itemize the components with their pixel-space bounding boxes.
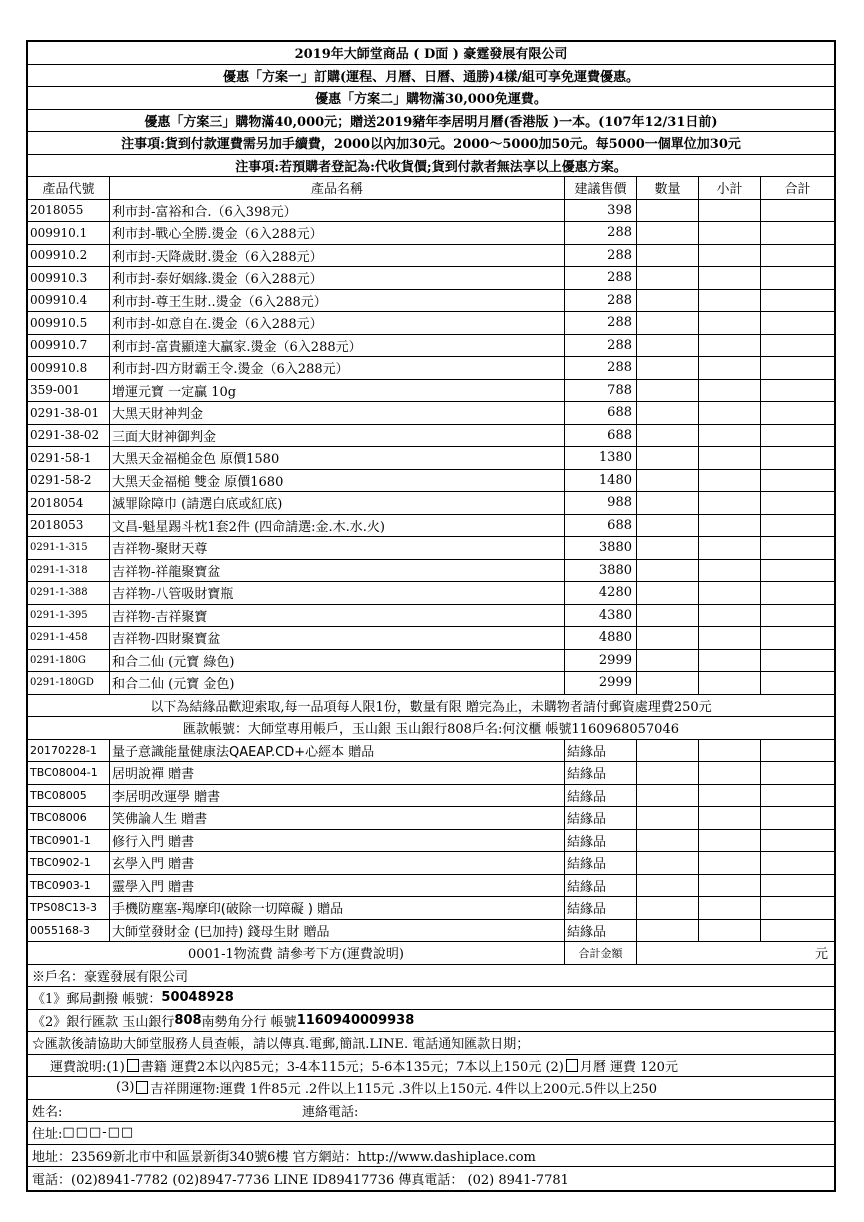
promo-plan-3 — [28, 110, 834, 133]
quantity-cell[interactable] — [637, 627, 699, 649]
product-code: 0291-38-01 — [28, 402, 110, 424]
product-row — [28, 447, 834, 470]
gift-code: 20170228-1 — [28, 740, 110, 762]
subtotal-cell[interactable] — [699, 627, 761, 649]
gift-row — [28, 920, 834, 943]
shipping-info-1 — [28, 1055, 834, 1078]
shipping-label: 0001-1物流費 請參考下方(運費說明) — [28, 942, 565, 964]
gift-tag: 結緣品 — [565, 875, 637, 897]
after-remit-text: ☆匯款後請協助大師堂服務人員查帳，請以傳真.電郵,簡訊.LINE. 電話通知匯款日期； — [32, 1037, 530, 1053]
quantity-cell[interactable] — [637, 402, 699, 424]
product-name: 利市封-泰好姻緣.燙金（6入288元） — [110, 267, 565, 289]
product-row — [28, 672, 834, 695]
product-row — [28, 470, 834, 493]
total-cell[interactable] — [761, 537, 834, 559]
remit-note-text: 匯款帳號：大師堂專用帳戶，玉山銀 玉山銀行808戶名:何汶櫃 帳號1160968057046 — [183, 722, 679, 738]
gift-tag: 結緣品 — [565, 830, 637, 852]
gift-tag: 結緣品 — [565, 785, 637, 807]
header-code: 產品代號 — [28, 177, 110, 199]
product-price: 288 — [565, 245, 637, 267]
gift-name: 量子意識能量健康法QAEAP.CD+心經本 贈品 — [110, 740, 565, 762]
product-name: 利市封-四方財霸王令.燙金（6入288元） — [110, 357, 565, 379]
quantity-cell[interactable] — [637, 897, 699, 919]
quantity-cell[interactable] — [637, 357, 699, 379]
gift-row — [28, 852, 834, 875]
bank-account-number: 1160940009938 — [296, 1012, 415, 1028]
subtotal-cell[interactable] — [699, 425, 761, 447]
product-row — [28, 425, 834, 448]
subtotal-cell[interactable] — [699, 537, 761, 559]
quantity-cell[interactable] — [637, 920, 699, 942]
quantity-cell[interactable] — [637, 335, 699, 357]
product-code: 0291-58-1 — [28, 447, 110, 469]
total-cell[interactable] — [761, 380, 834, 402]
product-name: 大黑天金福槌金色 原價1580 — [110, 447, 565, 469]
total-cell[interactable] — [761, 447, 834, 469]
quantity-cell[interactable] — [637, 267, 699, 289]
total-cell[interactable] — [761, 582, 834, 604]
quantity-cell[interactable] — [637, 470, 699, 492]
product-name: 大黑天金福槌 雙金 原價1680 — [110, 470, 565, 492]
subtotal-cell[interactable] — [699, 357, 761, 379]
shipping-info-2-prefix: (3) — [116, 1080, 135, 1096]
total-cell[interactable] — [761, 492, 834, 514]
postal-label: 《1》郵局劃撥 帳號： — [32, 992, 162, 1008]
subtotal-cell[interactable] — [699, 672, 761, 694]
address-line — [28, 1122, 834, 1145]
product-name: 利市封-天降歲財.燙金（6入288元） — [110, 245, 565, 267]
total-cell[interactable] — [761, 785, 834, 807]
product-price: 288 — [565, 222, 637, 244]
product-name: 利市封-富貴顯達大贏家.燙金（6入288元） — [110, 335, 565, 357]
subtotal-cell[interactable] — [699, 222, 761, 244]
product-price: 398 — [565, 200, 637, 222]
total-cell[interactable] — [761, 852, 834, 874]
product-price: 288 — [565, 312, 637, 334]
product-code: 2018053 — [28, 515, 110, 537]
books-checkbox[interactable] — [127, 1059, 139, 1072]
product-row — [28, 402, 834, 425]
total-cell[interactable] — [761, 515, 834, 537]
total-cell[interactable] — [761, 830, 834, 852]
product-name: 吉祥物-聚財天尊 — [110, 537, 565, 559]
gift-name: 手機防塵塞-羯摩印(破除一切障礙 ) 贈品 — [110, 897, 565, 919]
quantity-cell[interactable] — [637, 425, 699, 447]
product-price: 1380 — [565, 447, 637, 469]
product-code: 0291-58-2 — [28, 470, 110, 492]
product-row — [28, 335, 834, 358]
quantity-cell[interactable] — [637, 290, 699, 312]
total-cell[interactable] — [761, 605, 834, 627]
gift-tag: 結緣品 — [565, 807, 637, 829]
shipping-row — [28, 942, 834, 965]
product-row — [28, 605, 834, 628]
product-code: 009910.1 — [28, 222, 110, 244]
grand-total-label: 合計金額 — [565, 942, 637, 964]
header-subtotal: 小計 — [699, 177, 761, 199]
gift-tag: 結緣品 — [565, 762, 637, 784]
gift-row — [28, 740, 834, 763]
product-row — [28, 245, 834, 268]
subtotal-cell[interactable] — [699, 852, 761, 874]
subtotal-cell[interactable] — [699, 650, 761, 672]
total-cell[interactable] — [761, 200, 834, 222]
company-phone — [28, 1167, 834, 1190]
total-cell[interactable] — [761, 560, 834, 582]
address-label: 住址: — [32, 1127, 63, 1143]
gift-list — [28, 740, 834, 943]
table-header — [28, 177, 834, 200]
gift-name: 居明說禪 贈書 — [110, 762, 565, 784]
product-name: 和合二仙 (元寶 綠色) — [110, 650, 565, 672]
gift-row — [28, 897, 834, 920]
product-row — [28, 515, 834, 538]
total-cell[interactable] — [761, 335, 834, 357]
company-address — [28, 1145, 834, 1168]
bank-label: 《2》銀行匯款 玉山銀行 — [32, 1014, 175, 1030]
quantity-cell[interactable] — [637, 650, 699, 672]
product-price: 288 — [565, 267, 637, 289]
total-cell[interactable] — [761, 357, 834, 379]
product-code: 0291-38-02 — [28, 425, 110, 447]
quantity-cell[interactable] — [637, 672, 699, 694]
shipping-info-2 — [28, 1077, 834, 1100]
subtotal-cell[interactable] — [699, 830, 761, 852]
bank-transfer — [28, 1010, 834, 1033]
product-row — [28, 312, 834, 335]
product-row — [28, 560, 834, 583]
note-cod-fee-text: 注事項:貨到付款運費需另加手續費，2000以內加30元。2000～5000加50元。每5000一個單位加30元 — [121, 137, 741, 153]
product-row — [28, 627, 834, 650]
product-price: 788 — [565, 380, 637, 402]
note-preorder — [28, 155, 834, 178]
quantity-cell[interactable] — [637, 560, 699, 582]
promo-plan-2 — [28, 87, 834, 110]
product-code: 009910.2 — [28, 245, 110, 267]
product-price: 4880 — [565, 627, 637, 649]
gift-row — [28, 785, 834, 808]
product-code: 359-001 — [28, 380, 110, 402]
shipping-books-text: 書籍 運費2本以內85元；3-4本115元；5-6本135元；7本以上150元 (2) — [140, 1059, 564, 1075]
promo-plan-1-text: 優惠「方案一」訂購(運程、月曆、日曆、通勝)4樣/組可享免運費優惠。 — [222, 69, 640, 85]
account-name — [28, 965, 834, 988]
calendar-checkbox[interactable] — [566, 1059, 578, 1072]
note-cod-fee — [28, 132, 834, 155]
promo-plan-1 — [28, 65, 834, 88]
subtotal-cell[interactable] — [699, 380, 761, 402]
gift-note-text: 以下為結緣品歡迎索取,每一品項每人限1份，數量有限 贈完為止，未購物者請付郵資處理費250元 — [150, 699, 712, 715]
currency-unit: 元 — [814, 947, 828, 963]
product-name: 利市封-富裕和合.（6入398元） — [110, 200, 565, 222]
quantity-cell[interactable] — [637, 447, 699, 469]
gift-code: TBC0901-1 — [28, 830, 110, 852]
gift-code: TBC0902-1 — [28, 852, 110, 874]
postal-transfer — [28, 987, 834, 1010]
product-price: 2999 — [565, 672, 637, 694]
form-title-text: 2019年大師堂商品 ( D面 ) 豪霆發展有限公司 — [294, 47, 568, 63]
product-code: 0291-1-395 — [28, 605, 110, 627]
product-name: 吉祥物-四財聚寶盆 — [110, 627, 565, 649]
postal-code-boxes[interactable]: □□□-□□ — [62, 1125, 135, 1141]
gift-note — [28, 695, 834, 718]
quantity-cell[interactable] — [637, 830, 699, 852]
product-row — [28, 537, 834, 560]
total-cell[interactable] — [761, 807, 834, 829]
product-code: 009910.4 — [28, 290, 110, 312]
product-name: 吉祥物-八管吸財寶瓶 — [110, 582, 565, 604]
product-code: 009910.7 — [28, 335, 110, 357]
quantity-cell[interactable] — [637, 875, 699, 897]
lucky-items-checkbox[interactable] — [136, 1081, 148, 1094]
bank-branch: 南勢角分行 帳號 — [201, 1014, 297, 1030]
product-name: 和合二仙 (元寶 金色) — [110, 672, 565, 694]
total-cell[interactable] — [761, 627, 834, 649]
product-name: 利市封-尊王生財..燙金（6入288元） — [110, 290, 565, 312]
product-price: 4380 — [565, 605, 637, 627]
gift-tag: 結緣品 — [565, 897, 637, 919]
subtotal-cell[interactable] — [699, 245, 761, 267]
subtotal-cell[interactable] — [699, 897, 761, 919]
name-phone-line — [28, 1100, 834, 1123]
account-name-text: ※戶名：豪霆發展有限公司 — [32, 969, 189, 985]
product-price: 688 — [565, 402, 637, 424]
gift-code: 0055168-3 — [28, 920, 110, 942]
total-cell[interactable] — [761, 762, 834, 784]
quantity-cell[interactable] — [637, 492, 699, 514]
product-name: 利市封-如意自在.燙金（6入288元） — [110, 312, 565, 334]
quantity-cell[interactable] — [637, 380, 699, 402]
gift-tag: 結緣品 — [565, 740, 637, 762]
product-name: 文昌-魁星踢斗枕1套2件 (四命請選:金.木.水.火) — [110, 515, 565, 537]
gift-tag: 結緣品 — [565, 852, 637, 874]
gift-code: TBC08004-1 — [28, 762, 110, 784]
form-title — [28, 42, 834, 65]
shipping-calendar-text: 月曆 運費 120元 — [579, 1059, 678, 1075]
subtotal-cell[interactable] — [699, 402, 761, 424]
header-total: 合計 — [784, 182, 811, 198]
product-code: 009910.5 — [28, 312, 110, 334]
product-price: 288 — [565, 335, 637, 357]
gift-name: 靈學入門 贈書 — [110, 875, 565, 897]
product-name: 滅罪除障巾 (請選白底或紅底) — [110, 492, 565, 514]
total-cell[interactable] — [761, 897, 834, 919]
product-price: 988 — [565, 492, 637, 514]
quantity-cell[interactable] — [637, 785, 699, 807]
product-code: 0291-1-315 — [28, 537, 110, 559]
product-row — [28, 267, 834, 290]
product-price: 688 — [565, 515, 637, 537]
product-code: 0291-180G — [28, 650, 110, 672]
quantity-cell[interactable] — [637, 807, 699, 829]
remit-note — [28, 717, 834, 740]
product-name: 吉祥物-吉祥聚寶 — [110, 605, 565, 627]
product-price: 4280 — [565, 582, 637, 604]
product-price: 3880 — [565, 537, 637, 559]
name-field[interactable]: 姓名: — [32, 1104, 63, 1120]
product-name: 三面大財神御判金 — [110, 425, 565, 447]
total-cell[interactable] — [761, 875, 834, 897]
gift-code: TBC08006 — [28, 807, 110, 829]
quantity-cell[interactable] — [637, 222, 699, 244]
bank-code: 808 — [174, 1012, 202, 1028]
gift-row — [28, 807, 834, 830]
subtotal-cell[interactable] — [699, 470, 761, 492]
gift-row — [28, 875, 834, 898]
gift-name: 大師堂發財金 (巳加持) 錢母生財 贈品 — [110, 920, 565, 942]
product-code: 009910.8 — [28, 357, 110, 379]
product-code: 0291-180GD — [28, 672, 110, 694]
company-phone-text: 電話：(02)8941-7782 (02)8947-7736 LINE ID89417736 傳真電話： (02) 8941-7781 — [32, 1172, 569, 1188]
product-code: 2018055 — [28, 200, 110, 222]
gift-code: TBC0903-1 — [28, 875, 110, 897]
header-name: 產品名稱 — [110, 177, 565, 199]
grand-total-value[interactable] — [637, 942, 834, 964]
gift-row — [28, 830, 834, 853]
gift-code: TBC08005 — [28, 785, 110, 807]
product-code: 2018054 — [28, 492, 110, 514]
quantity-cell[interactable] — [637, 200, 699, 222]
total-cell[interactable] — [761, 470, 834, 492]
product-price: 288 — [565, 290, 637, 312]
product-row — [28, 357, 834, 380]
quantity-cell[interactable] — [637, 537, 699, 559]
gift-code: TPS08C13-3 — [28, 897, 110, 919]
header-price: 建議售價 — [565, 177, 637, 199]
gift-row — [28, 762, 834, 785]
quantity-cell[interactable] — [637, 762, 699, 784]
gift-tag: 結緣品 — [565, 920, 637, 942]
order-form — [26, 40, 836, 1192]
quantity-cell[interactable] — [637, 852, 699, 874]
product-price: 1480 — [565, 470, 637, 492]
subtotal-cell[interactable] — [699, 492, 761, 514]
shipping-info-1-prefix: 運費說明:(1) — [50, 1059, 125, 1075]
product-name: 利市封-戰心全勝.燙金（6入288元） — [110, 222, 565, 244]
subtotal-cell[interactable] — [699, 447, 761, 469]
product-code: 0291-1-458 — [28, 627, 110, 649]
postal-account-number: 50048928 — [161, 990, 234, 1006]
gift-name: 修行入門 贈書 — [110, 830, 565, 852]
product-name: 增運元寶 一定贏 10g — [110, 380, 565, 402]
product-list — [28, 200, 834, 695]
product-code: 009910.3 — [28, 267, 110, 289]
quantity-cell[interactable] — [637, 605, 699, 627]
total-cell[interactable] — [761, 290, 834, 312]
promo-plan-3-text: 優惠「方案三」購物滿40,000元；贈送2019豬年李居明月曆(香港版 )一本。(107年12/31日前) — [144, 114, 718, 130]
total-cell[interactable] — [761, 920, 834, 942]
subtotal-cell[interactable] — [699, 560, 761, 582]
product-row — [28, 650, 834, 673]
subtotal-cell[interactable] — [699, 762, 761, 784]
total-cell[interactable] — [761, 425, 834, 447]
product-row — [28, 290, 834, 313]
total-cell[interactable] — [761, 650, 834, 672]
subtotal-cell[interactable] — [699, 605, 761, 627]
product-price: 2999 — [565, 650, 637, 672]
product-price: 688 — [565, 425, 637, 447]
total-cell[interactable] — [761, 402, 834, 424]
subtotal-cell[interactable] — [699, 807, 761, 829]
subtotal-cell[interactable] — [699, 312, 761, 334]
subtotal-cell[interactable] — [699, 515, 761, 537]
quantity-cell[interactable] — [637, 312, 699, 334]
total-cell[interactable] — [761, 267, 834, 289]
gift-name: 玄學入門 贈書 — [110, 852, 565, 874]
product-price: 288 — [565, 357, 637, 379]
subtotal-cell[interactable] — [699, 290, 761, 312]
subtotal-cell[interactable] — [699, 875, 761, 897]
subtotal-cell[interactable] — [699, 582, 761, 604]
total-cell[interactable] — [761, 312, 834, 334]
quantity-cell[interactable] — [637, 582, 699, 604]
shipping-lucky-items-text: 吉祥開運物:運費 1件85元 .2件以上115元 .3件以上150元. 4件以上200元.5件以上250 — [150, 1082, 658, 1098]
gift-name: 李居明改運學 贈書 — [110, 785, 565, 807]
total-cell[interactable] — [761, 222, 834, 244]
gift-name: 笑佛論人生 贈書 — [110, 807, 565, 829]
quantity-cell[interactable] — [637, 740, 699, 762]
header-qty: 數量 — [637, 177, 699, 199]
product-name: 大黑天財神判金 — [110, 402, 565, 424]
subtotal-cell[interactable] — [699, 785, 761, 807]
quantity-cell[interactable] — [637, 515, 699, 537]
promo-plan-2-text: 優惠「方案二」購物滿30,000免運費。 — [315, 92, 547, 108]
product-code: 0291-1-318 — [28, 560, 110, 582]
product-row — [28, 200, 834, 223]
product-name: 吉祥物-祥龍聚寶盆 — [110, 560, 565, 582]
product-row — [28, 492, 834, 515]
note-preorder-text: 注事項:若預購者登記為:代收貨價;貨到付款者無法享以上優惠方案。 — [235, 159, 627, 175]
product-row — [28, 582, 834, 605]
subtotal-cell[interactable] — [699, 200, 761, 222]
phone-field[interactable]: 連絡電話: — [302, 1104, 359, 1120]
after-remit-note — [28, 1032, 834, 1055]
total-cell[interactable] — [761, 672, 834, 694]
subtotal-cell[interactable] — [699, 267, 761, 289]
subtotal-cell[interactable] — [699, 920, 761, 942]
product-code: 0291-1-388 — [28, 582, 110, 604]
total-cell[interactable] — [761, 245, 834, 267]
company-address-text: 地址：23569新北市中和區景新街340號6樓 官方網站：http://www.dashiplace.com — [32, 1149, 536, 1165]
subtotal-cell[interactable] — [699, 740, 761, 762]
quantity-cell[interactable] — [637, 245, 699, 267]
subtotal-cell[interactable] — [699, 335, 761, 357]
product-price: 3880 — [565, 560, 637, 582]
product-row — [28, 222, 834, 245]
total-cell[interactable] — [761, 740, 834, 762]
product-row — [28, 380, 834, 403]
